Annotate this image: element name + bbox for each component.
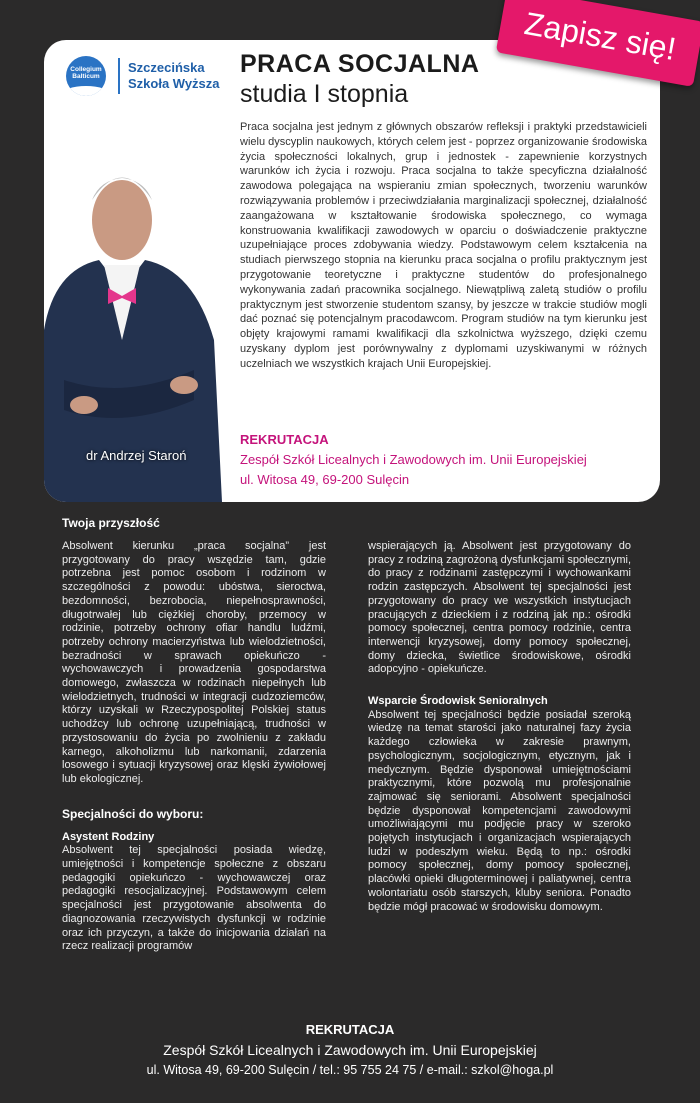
right-column [368,540,631,914]
asystent-title: Asystent Rodziny [62,830,155,843]
emblem-line2: Balticum [72,73,100,80]
logo-line1: Szczecińska [128,60,205,75]
rekrutacja-title: REKRUTACJA [240,432,329,447]
footer-title: REKRUTACJA [305,1022,395,1037]
logo-line2: Szkoła Wyższa [128,76,220,91]
lecturer-name: dr Andrzej Staroń [86,448,187,463]
left-column [62,516,326,954]
lecturer-photo [44,100,244,502]
senior-text: Absolwent tej specjalności będzie posiadał szeroką wiedzę na temat starości jako naturalnej fazy życia każdego człowieka w zakresie prawnym, psychologicznym, socjologicznym, etycznym, jak i medycznym. Będzie dysponował umiejętnościami praktycznymi, które pozwolą mu profesjonalnie zajmować się seniorami. Absolwent specjalności będzie dysponował kompetencjami zawodowymi umożliwiającymi mu podjęcie pracy w szeroko pojętych instytucjach i organizacjach wspierających ludzi w podeszłym wieku. Będą to np.: ośrodki pomocy społecznej, domy pomocy społecznej, placówki opieki długoterminowej i paliatywnej, centra wolontariatu osób starszych, kluby seniora. Ponadto będzie mógł pracować w środowisku domowym. [368,708,631,913]
future-text: Absolwent kierunku „praca socjalna” jest przygotowany do pracy wszędzie tam, gdzie potrzebna jest pomoc osobom i rodzinom w szczególności z powodu: ubóstwa, sieroctwa, bezdomności, bezrobocia, niepełnosprawności, długotrwałej lub ciężkiej choroby, przemocy w rodzinie, potrzeby ochrony ofiar handlu ludźmi, potrzeby ochrony macierzyństwa lub wielodzietności, bezradności w sprawach opiekuńczo - wychowawczych i prowadzenia gospodarstwa domowego, zwłaszcza w rodzinach niepełnych lub wielodzietnych, trudności w integracji cudzoziemców, którzy uzyskali w Rzeczypospolitej Polskiej status uchodźcy lub ochronę uzupełniającą, trudności w przystosowaniu do życia po zwolnieniu z zakładu karnego, alkoholizmu lub narkomanii, zdarzenia losowego i sytuacji kryzysowej oraz klęski żywiołowej lub ekologicznej. [62,540,326,785]
page-subtitle: studia I stopnia [240,80,409,108]
intro-text: Praca socjalna jest jednym z głównych obszarów refleksji i praktyki przedstawicieli wielu dyscyplin naukowych, których celem jest - poprzez organizowanie środowiska życia społeczności lokalnych, grup i jednostek - zapewnienie korzystnych warunków ich życia i rozwoju. Praca socjalna to także specyficzna działalność zawodowa polegająca na wspieraniu zmian społecznych, tworzeniu warunków rozwiązywania problemów i przeciwdziałania marginalizacji społecznej, działalność zaangażowana w kształtowanie środowiska społecznego, co wymaga konstruowania kwalifikacji zawodowych w oparciu o doświadczenie praktyczne uzupełniające proces zdobywania wiedzy. Podstawowym celem kształcenia na studiach pierwszego stopnia na kierunku praca socjalna o profilu praktycznym jest przygotowanie teoretyczne i praktyczne studentów do profesjonalnego wykonywania zadań pracownika socjalnego. Niewątpliwą zaletą studiów o profilu praktycznym jest stworzenie studentom szansy, by jeszcze w trakcie studiów mogli dać poznać się potencjalnym pracodawcom. Program studiów na tym kierunku jest objęty krajowymi ramami kwalifikacji dla szkolnictwa wyższego, dzięki czemu uzyskany dyplom jest porównywalny z dyplomami uzyskiwanymi w różnych uczelniach we wszystkich krajach Unii Europejskiej. [240,121,647,370]
signup-badge[interactable]: Zapisz się! [496,0,700,87]
collegium-balticum-emblem-icon [66,56,106,96]
asystent-text-continued: wspierających ją. Absolwent jest przygotowany do pracy z rodziną zagrożoną dysfunkcjami społecznymi, do pracy z rodzinami zastępczymi i wychowankami rodzin zastępczych. Absolwent tej specjalności jest przygotowany do pracy we wszystkich instytucjach pracujących z dzieckiem i z rodziną jak np.: ośrodki pomocy społecznej, centra pomocy rodzinie, centra interwencji kryzysowej, domy pomocy społecznej, domy dziecka, świetlice środowiskowe, ośrodki adopcyjno - opiekuńcze. [368,540,631,676]
rekrutacja-address: ul. Witosa 49, 69-200 Sulęcin [240,472,410,487]
page-title: PRACA SOCJALNA [240,50,480,78]
specializations-title: Specjalności do wyboru: [62,806,204,821]
school-logo[interactable] [66,56,220,96]
rekrutacja-school: Zespół Szkół Licealnych i Zawodowych im. Unii Europejskiej [240,452,587,467]
future-title: Twoja przyszłość [62,516,160,530]
footer-school: Zespół Szkół Licealnych i Zawodowych im. Unii Europejskiej [163,1042,537,1058]
footer-contact: ul. Witosa 49, 69-200 Sulęcin / tel.: 95 755 24 75 / e-mail.: szkol@hoga.pl [146,1063,554,1077]
header-card [44,40,660,502]
asystent-text: Absolwent tej specjalności posiada wiedzę, umiejętności i kompetencje społeczne z obszaru pedagogiki opiekuńczo - wychowawczej oraz pedagogiki resocjalizacyjnej. Podstawowym celem specjalności jest przygotowanie absolwenta do diagnozowania rzeczywistych dysfunkcji w rodzinie oraz ich przyczyn, a także do inicjowania działań na rzecz realizacji programów [62,844,326,953]
emblem-line1: Collegium [70,66,102,73]
senior-title: Wsparcie Środowisk Senioralnych [368,695,548,708]
